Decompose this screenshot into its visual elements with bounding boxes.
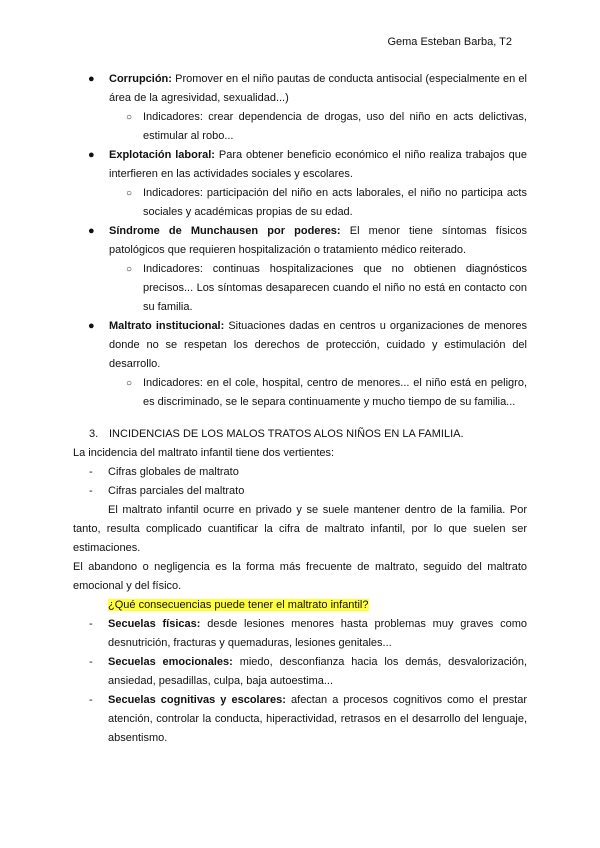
consequence-term: Secuelas cognitivas y escolares:: [108, 694, 286, 706]
list-item-consequence: [73, 615, 527, 653]
list-item-dash: [73, 463, 527, 482]
list-item-type: [73, 222, 527, 260]
circle-bullet-icon: ○: [126, 112, 133, 123]
list-item-consequence: [73, 691, 527, 748]
dash-item-text: Cifras globales de maltrato: [108, 466, 239, 478]
type-description: Situaciones dadas en centros u organizaciones de menores donde no se respetan los derechos de protección, cuidado y estimulación del desarrollo.: [109, 320, 528, 370]
list-item-type: [73, 146, 527, 184]
bullet-icon: ●: [88, 73, 95, 85]
type-description: Para obtener beneficio económico el niño realiza trabajos que interfieren en las actividades sociales y escolares.: [109, 149, 527, 180]
list-item-indicator: [73, 184, 527, 222]
consequence-term: Secuelas emocionales:: [108, 656, 233, 668]
circle-bullet-icon: ○: [126, 378, 133, 389]
type-term: Maltrato institucional:: [109, 320, 225, 332]
page-content: [73, 70, 527, 748]
highlighted-question: ¿Qué consecuencias puede tener el maltrato infantil?: [108, 599, 369, 611]
section-number: 3.: [89, 428, 99, 440]
type-description: El menor tiene síntomas físicos patológicos que requieren hospitalización o tratamiento médico reiterado.: [109, 225, 527, 256]
dash-bullet-icon: -: [89, 694, 93, 706]
paragraph: El abandono o negligencia es la forma más frecuente de maltrato, seguido del maltrato emocional y del físico.: [73, 561, 527, 592]
dash-item-text: Cifras parciales del maltrato: [108, 485, 245, 497]
indicator-text: Indicadores: participación del niño en acts laborales, el niño no participa acts sociales y académicas propias de su edad.: [143, 187, 527, 218]
indicator-text: Indicadores: en el cole, hospital, centro de menores... el niño está en peligro, es discriminado, se le separa continuamente y mucho tiempo de su familia...: [143, 377, 527, 408]
type-term: Síndrome de Munchausen por poderes:: [109, 225, 341, 237]
bullet-icon: ●: [88, 225, 95, 237]
list-item-indicator: [73, 260, 527, 317]
list-item-indicator: [73, 108, 527, 146]
consequence-description: miedo, desconfianza hacia los demás, desvalorización, ansiedad, pesadillas, culpa, baja autoestima...: [108, 656, 527, 687]
list-item-indicator: [73, 374, 527, 412]
paragraph: El maltrato infantil ocurre en privado y se suele mantener dentro de la familia. Por tanto, resulta complicado cuantificar la cifra de maltrato infantil, por lo que suelen ser estimaciones.: [73, 504, 527, 554]
type-description: Promover en el niño pautas de conducta antisocial (especialmente en el área de la agresividad, sexualidad...): [109, 73, 527, 104]
list-item-dash: [73, 482, 527, 501]
indicator-text: Indicadores: crear dependencia de drogas, uso del niño en acts delictivas, estimular al robo...: [143, 111, 527, 142]
circle-bullet-icon: ○: [126, 188, 133, 199]
list-item-consequence: [73, 653, 527, 691]
consequence-description: afectan a procesos cognitivos como el prestar atención, controlar la conducta, hiperactividad, retrasos en el desarrollo del lenguaje, absentismo.: [108, 694, 527, 744]
consequence-description: desde lesiones menores hasta problemas muy graves como desnutrición, fracturas y quemaduras, lesiones genitales...: [108, 618, 527, 649]
dash-bullet-icon: -: [89, 466, 93, 478]
consequence-term: Secuelas físicas:: [108, 618, 201, 630]
dash-bullet-icon: -: [89, 656, 93, 668]
bullet-icon: ●: [88, 320, 95, 332]
dash-bullet-icon: -: [89, 485, 93, 497]
indicator-text: Indicadores: continuas hospitalizaciones que no obtienen diagnósticos precisos... Los síntomas desaparecen cuando el niño no está en contacto con su familia.: [143, 263, 527, 313]
section-intro: La incidencia del maltrato infantil tiene dos vertientes:: [73, 447, 335, 459]
dash-bullet-icon: -: [89, 618, 93, 630]
type-term: Corrupción:: [109, 73, 172, 85]
circle-bullet-icon: ○: [126, 264, 133, 275]
page-header-author: Gema Esteban Barba, T2: [387, 36, 512, 48]
type-term: Explotación laboral:: [109, 149, 215, 161]
list-item-type: [73, 317, 527, 374]
list-item-type: [73, 70, 527, 108]
question-line: [73, 596, 527, 615]
bullet-icon: ●: [88, 149, 95, 161]
section-heading: [73, 425, 527, 444]
section-title: INCIDENCIAS DE LOS MALOS TRATOS ALOS NIÑOS EN LA FAMILIA.: [109, 428, 464, 440]
